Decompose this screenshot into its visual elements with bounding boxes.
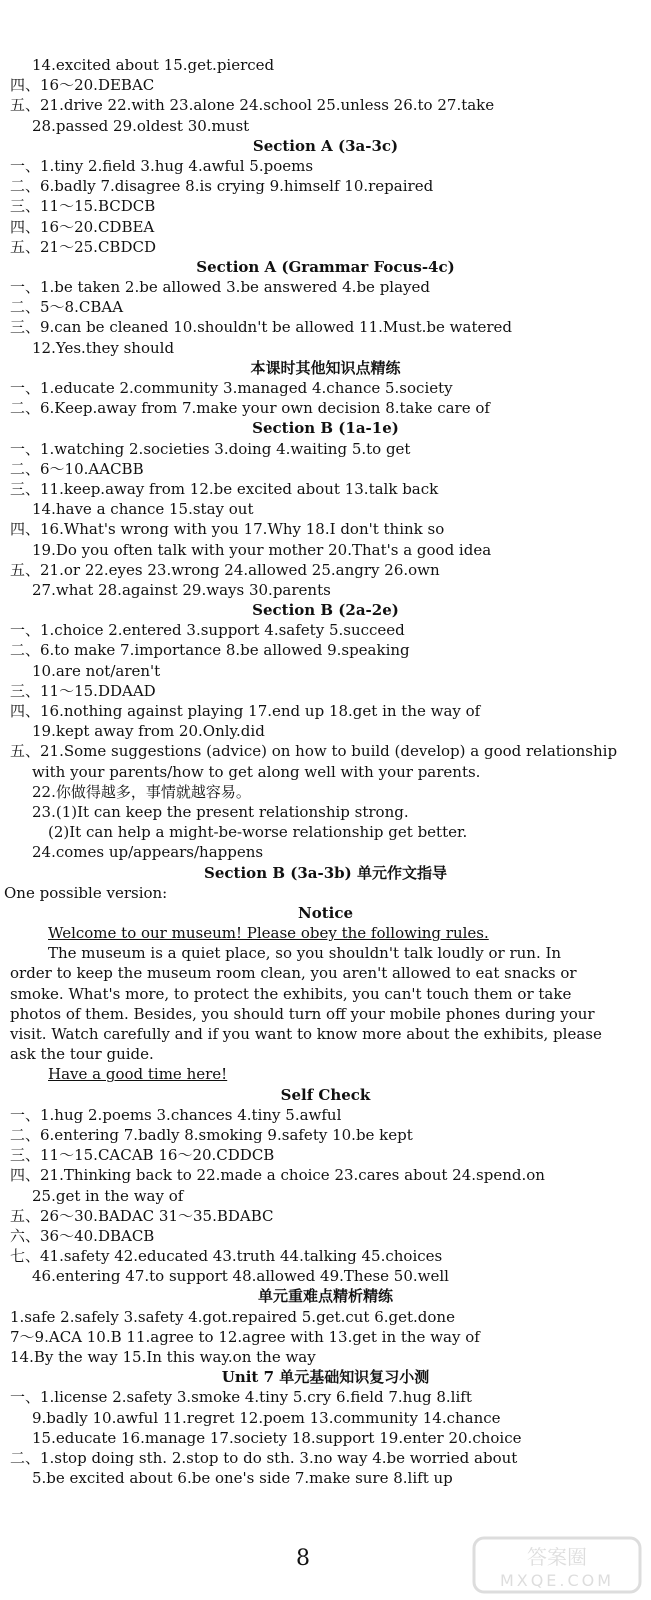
answer-line	[0, 782, 651, 802]
line-text: 三、11～15.DDAAD	[10, 681, 156, 700]
answer-line	[0, 762, 651, 782]
answer-line	[0, 1266, 651, 1286]
answer-line	[0, 620, 651, 640]
answer-line	[0, 1307, 651, 1327]
line-text: 二、6～10.AACBB	[10, 459, 144, 478]
answer-line	[0, 317, 651, 337]
heading-text: Section A (3a-3c)	[252, 136, 399, 155]
line-text: 一、1.watching 2.societies 3.doing 4.waiting 5.to get	[10, 439, 411, 458]
answer-line	[0, 741, 651, 761]
answer-line	[0, 519, 651, 539]
line-text: 一、1.choice 2.entered 3.support 4.safety 5.succeed	[10, 621, 405, 640]
line-text: Welcome to our museum! Please obey the following rules.	[48, 924, 489, 943]
answer-sheet	[0, 55, 651, 1488]
answer-line	[0, 75, 651, 95]
section-heading	[0, 1367, 651, 1387]
answer-line	[0, 1004, 651, 1024]
answer-line	[0, 1327, 651, 1347]
line-text: 19.kept away from 20.Only.did	[32, 722, 265, 741]
answer-line	[0, 701, 651, 721]
line-text: (2)It can help a might-be-worse relationship get better.	[48, 823, 468, 842]
line-text: 六、36～40.DBACB	[10, 1226, 155, 1245]
line-text: 一、1.hug 2.poems 3.chances 4.tiny 5.awful	[10, 1105, 342, 1124]
answer-line	[0, 640, 651, 660]
line-text: 四、16～20.CDBEA	[10, 217, 155, 236]
svg-text:答案圈: 答案圈	[527, 1545, 587, 1569]
answer-line	[0, 1468, 651, 1488]
answer-line	[0, 984, 651, 1004]
line-text: 22.你做得越多，事情就越容易。	[32, 782, 251, 801]
line-text: 5.be excited about 6.be one's side 7.make sure 8.lift up	[32, 1469, 453, 1488]
heading-text: Unit 7 单元基础知识复习小测	[221, 1368, 430, 1387]
line-text: 二、1.stop doing sth. 2.stop to do sth. 3.no way 4.be worried about	[10, 1448, 518, 1467]
line-text: 二、5～8.CBAA	[10, 298, 124, 317]
section-heading	[0, 257, 651, 277]
line-text: 10.are not/aren't	[32, 661, 161, 680]
answer-line	[0, 1125, 651, 1145]
answer-line	[0, 580, 651, 600]
answer-line	[0, 297, 651, 317]
line-text: 五、21.or 22.eyes 23.wrong 24.allowed 25.angry 26.own	[10, 560, 440, 579]
heading-text: Section B (1a-1e)	[252, 419, 399, 438]
section-heading	[0, 863, 651, 883]
answer-line	[0, 661, 651, 681]
line-text: 12.Yes.they should	[32, 338, 175, 357]
line-text: 三、11.keep.away from 12.be excited about 13.talk back	[10, 479, 439, 498]
svg-text:MXQE.COM: MXQE.COM	[499, 1571, 615, 1590]
line-text: 二、6.entering 7.badly 8.smoking 9.safety 10.be kept	[10, 1125, 413, 1144]
answer-line	[0, 1448, 651, 1468]
page-number: 8	[296, 1546, 310, 1571]
answer-line	[0, 1387, 651, 1407]
answer-line	[0, 1347, 651, 1367]
line-text: 14.excited about 15.get.pierced	[32, 56, 275, 74]
line-text: 三、11～15.CACAB 16～20.CDDCB	[10, 1146, 275, 1165]
answer-line	[0, 1064, 651, 1084]
heading-text: Section B (2a-2e)	[252, 601, 399, 620]
answer-line	[0, 1408, 651, 1428]
answer-line	[0, 822, 651, 842]
line-text: 9.badly 10.awful 11.regret 12.poem 13.community 14.chance	[32, 1408, 501, 1427]
line-text: 一、1.tiny 2.field 3.hug 4.awful 5.poems	[10, 156, 314, 175]
section-heading	[0, 358, 651, 378]
answer-line	[0, 439, 651, 459]
line-text: 一、1.educate 2.community 3.managed 4.chance 5.society	[10, 379, 453, 397]
line-text: ask the tour guide.	[10, 1045, 154, 1064]
answer-line	[0, 1024, 651, 1044]
section-heading	[0, 600, 651, 620]
line-text: 24.comes up/appears/happens	[32, 843, 264, 862]
answer-line	[0, 156, 651, 176]
heading-text: Section A (Grammar Focus-4c)	[196, 257, 455, 276]
line-text: 四、16.nothing against playing 17.end up 18.get in the way of	[10, 702, 481, 720]
answer-line	[0, 943, 651, 963]
answer-line	[0, 398, 651, 418]
answer-line	[0, 883, 651, 903]
answer-line	[0, 1428, 651, 1448]
answer-line	[0, 479, 651, 499]
line-text: One possible version:	[4, 883, 168, 902]
answer-line	[0, 277, 651, 297]
section-heading	[0, 136, 651, 156]
line-text: 19.Do you often talk with your mother 20.That's a good idea	[32, 540, 492, 559]
line-text: 五、26～30.BADAC 31～35.BDABC	[10, 1206, 274, 1225]
line-text: 25.get in the way of	[32, 1186, 184, 1205]
line-text: Have a good time here!	[48, 1065, 228, 1084]
answer-line	[0, 1105, 651, 1125]
line-text: 五、21.drive 22.with 23.alone 24.school 25.unless 26.to 27.take	[10, 96, 495, 115]
line-text: 四、16.What's wrong with you 17.Why 18.I don't think so	[10, 520, 445, 539]
answer-line	[0, 459, 651, 479]
line-text: smoke. What's more, to protect the exhibits, you can't touch them or take	[10, 984, 572, 1003]
heading-text: Notice	[297, 903, 354, 922]
line-text: 7～9.ACA 10.B 11.agree to 12.agree with 13.get in the way of	[10, 1327, 480, 1346]
line-text: order to keep the museum room clean, you aren't allowed to eat snacks or	[10, 964, 577, 983]
answer-line	[0, 499, 651, 519]
watermark-logo	[472, 1536, 642, 1594]
line-text: photos of them. Besides, you should turn off your mobile phones during your	[10, 1004, 595, 1023]
line-text: 二、6.badly 7.disagree 8.is crying 9.himself 10.repaired	[10, 177, 434, 196]
section-heading	[0, 1085, 651, 1105]
answer-line	[0, 1044, 651, 1064]
line-text: 1.safe 2.safely 3.safety 4.got.repaired 5.get.cut 6.get.done	[10, 1307, 455, 1326]
heading-text: 单元重难点精析精练	[257, 1287, 393, 1306]
line-text: 五、21～25.CBDCD	[10, 237, 156, 256]
line-text: 三、9.can be cleaned 10.shouldn't be allowed 11.Must.be watered	[10, 318, 512, 337]
line-text: 28.passed 29.oldest 30.must	[32, 116, 250, 135]
line-text: 14.have a chance 15.stay out	[32, 500, 254, 519]
answer-line	[0, 802, 651, 822]
heading-text: Section B (3a-3b) 单元作文指导	[204, 863, 447, 882]
answer-line	[0, 116, 651, 136]
answer-line	[0, 560, 651, 580]
line-text: 四、16～20.DEBAC	[10, 76, 155, 95]
answer-line	[0, 338, 651, 358]
line-text: The museum is a quiet place, so you shouldn't talk loudly or run. In	[48, 944, 562, 963]
line-text: with your parents/how to get along well with your parents.	[32, 762, 481, 781]
answer-line	[0, 217, 651, 237]
line-text: 四、21.Thinking back to 22.made a choice 23.cares about 24.spend.on	[10, 1166, 545, 1185]
answer-line	[0, 95, 651, 115]
section-heading	[0, 1286, 651, 1306]
answer-line	[0, 923, 651, 943]
section-heading	[0, 418, 651, 438]
answer-line	[0, 196, 651, 216]
answer-line	[0, 1186, 651, 1206]
answer-line	[0, 55, 651, 75]
answer-line	[0, 1165, 651, 1185]
answer-line	[0, 963, 651, 983]
line-text: visit. Watch carefully and if you want to know more about the exhibits, please	[10, 1025, 602, 1043]
line-text: 七、41.safety 42.educated 43.truth 44.talking 45.choices	[10, 1247, 443, 1266]
answer-line	[0, 1145, 651, 1165]
line-text: 一、1.license 2.safety 3.smoke 4.tiny 5.cry 6.field 7.hug 8.lift	[10, 1388, 472, 1407]
heading-text: Self Check	[280, 1085, 371, 1104]
answer-line	[0, 237, 651, 257]
heading-text: 本课时其他知识点精练	[250, 358, 401, 377]
answer-line	[0, 1226, 651, 1246]
answer-line	[0, 540, 651, 560]
line-text: 27.what 28.against 29.ways 30.parents	[32, 580, 331, 599]
line-text: 23.(1)It can keep the present relationship strong.	[32, 802, 409, 821]
line-text: 二、6.Keep.away from 7.make your own decision 8.take care of	[10, 399, 490, 418]
line-text: 46.entering 47.to support 48.allowed 49.These 50.well	[32, 1267, 449, 1286]
answer-line	[0, 842, 651, 862]
line-text: 14.By the way 15.In this way.on the way	[10, 1348, 316, 1366]
answer-line	[0, 378, 651, 398]
section-heading	[0, 903, 651, 923]
answer-line	[0, 681, 651, 701]
line-text: 三、11～15.BCDCB	[10, 197, 156, 216]
line-text: 五、21.Some suggestions (advice) on how to build (develop) a good relationship	[10, 742, 618, 761]
answer-line	[0, 176, 651, 196]
answer-line	[0, 721, 651, 741]
line-text: 一、1.be taken 2.be allowed 3.be answered 4.be played	[10, 278, 430, 297]
answer-line	[0, 1246, 651, 1266]
line-text: 15.educate 16.manage 17.society 18.support 19.enter 20.choice	[32, 1428, 522, 1447]
line-text: 二、6.to make 7.importance 8.be allowed 9.speaking	[10, 641, 410, 660]
answer-line	[0, 1206, 651, 1226]
